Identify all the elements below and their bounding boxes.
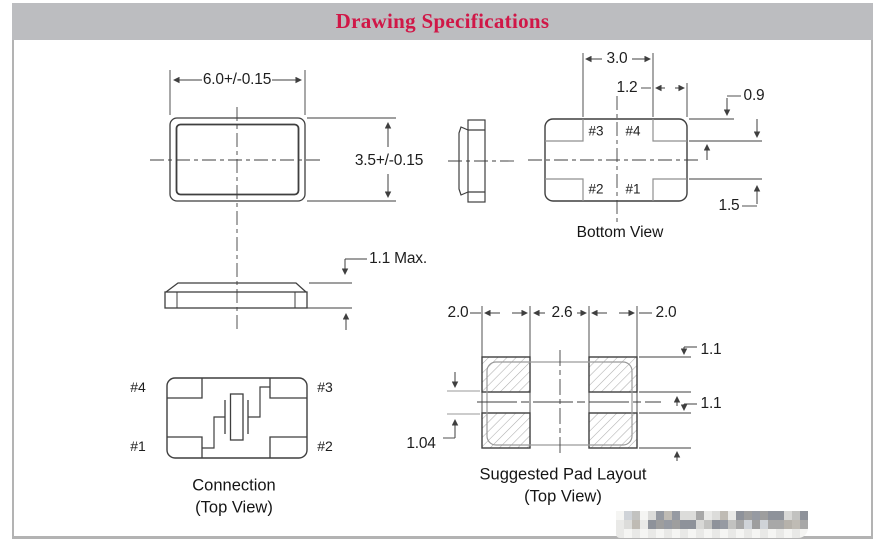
pad-layout-dim-top-height: 1.1 [700,341,722,358]
watermark-pixel [648,529,656,538]
watermark-pixel [728,520,736,529]
watermark-pixel [680,511,688,520]
watermark-pixel [704,520,712,529]
connection-corner-pads [167,378,307,458]
watermark-pixel [672,529,680,538]
watermark-pixel [672,511,680,520]
connection-pin-4-label: #4 [130,379,146,395]
package-height-profile-drawing [165,259,367,330]
watermark-pixel [736,511,744,520]
watermark-pixel [632,529,640,538]
pad-layout-dim-gap: 2.6 [551,304,573,321]
solder-pads [482,357,637,448]
watermark-pixel [768,520,776,529]
watermark-pixel [768,511,776,520]
profile-base [165,292,307,308]
connection-drawing [167,378,307,458]
top-view-height-dimension: 3.5+/-0.15 [354,152,424,169]
watermark-pixel [672,520,680,529]
watermark-pixel [696,529,704,538]
pad-layout-drawing [443,306,697,461]
watermark-pixel [616,529,624,538]
watermark-pixel [680,529,688,538]
watermark-pixel [776,520,784,529]
watermark-pixel [784,529,792,538]
watermark-pixel [624,520,632,529]
pad-layout-caption: Suggested Pad Layout [479,465,647,484]
watermark-pixel [656,511,664,520]
watermark-pixel [664,529,672,538]
connection-caption-sub: (Top View) [195,498,273,517]
page-title: Drawing Specifications [335,9,550,33]
watermark-pixel [792,511,800,520]
watermark-pixel [712,511,720,520]
pad-layout-dim-offset: 1.04 [406,435,436,452]
watermark-pixel [648,520,656,529]
pad-layout-dim-bottom-height: 1.1 [700,395,722,412]
watermark-pixel [784,520,792,529]
watermark-pixel [704,511,712,520]
watermark-pixel [712,520,720,529]
connection-caption: Connection [192,476,276,495]
watermark-pixel [760,529,768,538]
watermark-pixel [624,511,632,520]
bottom-view-pad-1-label: #1 [625,181,641,197]
watermark-pixel [616,520,624,529]
watermark-pixel [664,520,672,529]
bottom-view-dim-1-5: 1.5 [718,197,740,214]
watermark-pixel [744,511,752,520]
watermark-pixel [688,511,696,520]
watermark-pixel [640,520,648,529]
watermark-pixel [744,529,752,538]
watermark-pixel [696,520,704,529]
package-lid-outline [177,125,299,195]
watermark-pixel [720,529,728,538]
package-outline [170,118,305,201]
redacted-watermark [616,511,808,538]
bottom-view-pad-2-label: #2 [588,181,604,197]
watermark-pixel [688,520,696,529]
top-view-width-dimension: 6.0+/-0.15 [202,71,272,88]
watermark-pixel [696,511,704,520]
watermark-pixel [656,520,664,529]
watermark-pixel [720,520,728,529]
watermark-pixel [800,511,808,520]
bottom-view-dim-3-0: 3.0 [606,50,628,67]
connection-pin-3-label: #3 [317,379,333,395]
watermark-pixel [784,511,792,520]
watermark-pixel [760,511,768,520]
watermark-pixel [800,520,808,529]
pad-layout-dim-right-pad: 2.0 [655,304,677,321]
watermark-pixel [680,520,688,529]
package-top-view-drawing [150,70,396,332]
bottom-view-pad-4-label: #4 [625,123,641,139]
watermark-pixel [688,529,696,538]
connection-pin-2-label: #2 [317,438,333,454]
bottom-view-dim-1-2: 1.2 [616,79,638,96]
watermark-pixel [712,529,720,538]
connection-traces [202,387,270,448]
bottom-view-caption: Bottom View [576,224,664,241]
watermark-pixel [728,529,736,538]
watermark-pixel [632,520,640,529]
watermark-pixel [744,520,752,529]
crystal-symbol [225,394,248,440]
watermark-pixel [656,529,664,538]
watermark-pixel [760,520,768,529]
connection-pin-1-label: #1 [130,438,146,454]
watermark-pixel [616,511,624,520]
package-side-view-drawing [448,120,518,202]
watermark-pixel [776,529,784,538]
watermark-pixel [768,529,776,538]
watermark-pixel [704,529,712,538]
connection-body [167,378,307,458]
bottom-view-dim-0-9: 0.9 [743,87,765,104]
pad-layout-caption-sub: (Top View) [524,487,602,506]
profile-height-dimension: 1.1 Max. [369,250,427,267]
watermark-pixel [776,511,784,520]
watermark-pixel [640,511,648,520]
pad-layout-dim-left-pad: 2.0 [447,304,469,321]
watermark-pixel [720,511,728,520]
watermark-pixel [752,529,760,538]
bottom-view-pad-3-label: #3 [588,123,604,139]
watermark-pixel [792,520,800,529]
watermark-pixel [736,529,744,538]
watermark-pixel [728,511,736,520]
watermark-pixel [624,529,632,538]
watermark-pixel [792,529,800,538]
watermark-pixel [736,520,744,529]
watermark-pixel [648,511,656,520]
profile-lid [166,283,306,292]
watermark-pixel [752,520,760,529]
watermark-pixel [640,529,648,538]
watermark-pixel [632,511,640,520]
watermark-pixel [752,511,760,520]
watermark-pixel [664,511,672,520]
